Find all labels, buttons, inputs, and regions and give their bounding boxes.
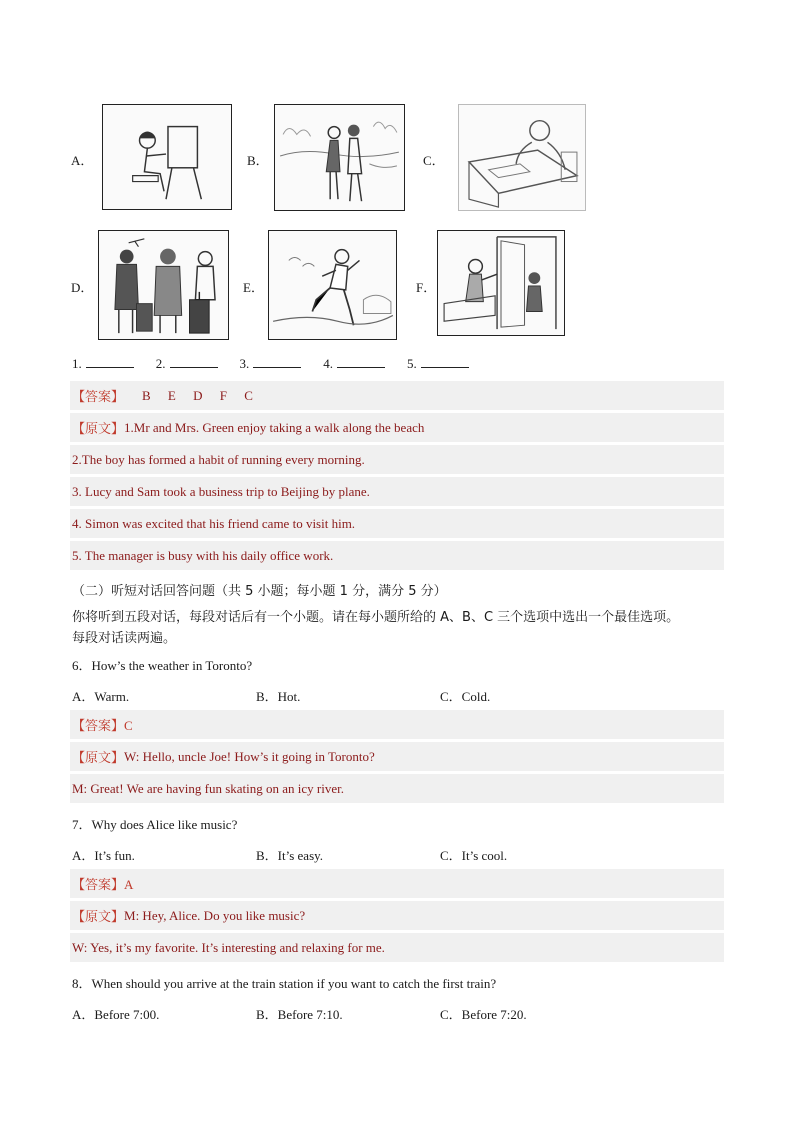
q7-option-c[interactable]: C．It’s cool. — [440, 848, 508, 863]
picture-label-a: A． — [71, 153, 94, 168]
picture-f — [437, 230, 565, 336]
q7-answer-row — [70, 869, 724, 899]
q8-option-a[interactable]: A．Before 7:00. — [72, 1007, 160, 1022]
couple-walking-beach-icon — [275, 105, 404, 210]
answer-tag: 【答案】 — [72, 389, 125, 404]
q6-option-b[interactable]: B．Hot. — [256, 689, 301, 704]
script-line: M: Hey, Alice. Do you like music? — [124, 907, 306, 923]
man-at-desk-icon — [459, 105, 585, 210]
picture-b — [274, 104, 405, 211]
script-tag: 【原文】 — [72, 909, 125, 924]
script-line: 5. The manager is busy with his daily office work. — [72, 547, 334, 563]
picture-label-c: C． — [423, 153, 445, 168]
blank-1[interactable]: 1. — [72, 356, 134, 372]
q7-script-row-1 — [70, 901, 724, 931]
q8-option-b[interactable]: B．Before 7:10. — [256, 1007, 343, 1022]
script-line: 1.Mr and Mrs. Green enjoy taking a walk along the beach — [124, 419, 425, 435]
answer-blanks — [72, 356, 491, 372]
section1-script-row-1 — [70, 413, 724, 443]
person-painting-icon — [103, 105, 231, 209]
picture-label-e: E． — [243, 280, 264, 295]
script-line: 2.The boy has formed a habit of running every morning. — [72, 451, 365, 467]
question-7: 7．Why does Alice like music? — [72, 817, 238, 832]
blank-5[interactable]: 5. — [407, 356, 469, 372]
script-line: 3. Lucy and Sam took a business trip to Beijing by plane. — [72, 483, 370, 499]
q7-script-row-2 — [70, 933, 724, 963]
question-6: 6．How’s the weather in Toronto? — [72, 658, 253, 673]
section1-script-row-3 — [70, 477, 724, 507]
picture-label-b: B． — [247, 153, 269, 168]
q6-script-row-1 — [70, 742, 724, 772]
q6-answer-row — [70, 710, 724, 740]
script-tag: 【原文】 — [72, 750, 125, 765]
section1-script-row-4 — [70, 509, 724, 539]
section2-instructions-2: 每段对话读两遍。 — [72, 631, 177, 646]
q6-answer: 【答案】C — [72, 718, 133, 733]
blank-2[interactable]: 2. — [156, 356, 218, 372]
boy-running-icon — [269, 231, 396, 339]
q6-option-a[interactable]: A．Warm. — [72, 689, 130, 704]
blank-3[interactable]: 3. — [240, 356, 302, 372]
q6-script-row-2 — [70, 774, 724, 804]
q7-answer: 【答案】A — [72, 877, 134, 892]
script-line: 4. Simon was excited that his friend came to visit him. — [72, 515, 356, 531]
picture-c — [458, 104, 586, 211]
section1-script-row-2 — [70, 445, 724, 475]
script-tag: 【原文】 — [72, 421, 125, 436]
script-line: W: Yes, it’s my favorite. It’s interesting and relaxing for me. — [72, 939, 385, 955]
q8-option-c[interactable]: C．Before 7:20. — [440, 1007, 527, 1022]
script-line: M: Great! We are having fun skating on an icy river. — [72, 780, 344, 796]
picture-a — [102, 104, 232, 210]
q6-option-c[interactable]: C．Cold. — [440, 689, 491, 704]
travelers-with-luggage-icon — [99, 231, 228, 339]
section2-heading: （二）听短对话回答问题（共 5 小题；每小题 1 分，满分 5 分） — [72, 584, 447, 599]
answer-letters: B E D F C — [142, 387, 253, 403]
picture-label-d: D． — [71, 280, 94, 295]
picture-d — [98, 230, 229, 340]
section2-instructions-1: 你将听到五段对话，每段对话后有一个小题。请在每小题所给的 A、B、C 三个选项中选出一个最佳选项。 — [72, 610, 680, 625]
q7-option-a[interactable]: A．It’s fun. — [72, 848, 135, 863]
q7-option-b[interactable]: B．It’s easy. — [256, 848, 324, 863]
friends-at-door-icon — [438, 231, 564, 335]
script-line: W: Hello, uncle Joe! How’s it going in Toronto? — [124, 748, 375, 764]
blank-4[interactable]: 4. — [323, 356, 385, 372]
section1-answer-row — [70, 381, 724, 411]
question-8: 8．When should you arrive at the train station if you want to catch the first train? — [72, 976, 497, 991]
picture-e — [268, 230, 397, 340]
picture-label-f: F． — [416, 280, 437, 295]
section1-script-row-5 — [70, 541, 724, 571]
